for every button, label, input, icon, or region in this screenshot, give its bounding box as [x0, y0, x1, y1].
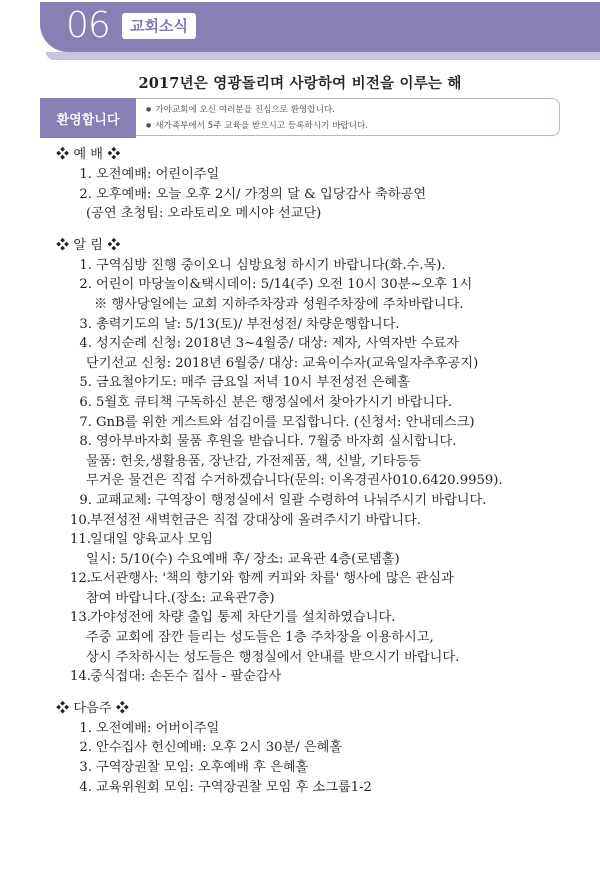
list-item: 7. GnB를 위한 게스트와 섬김이를 모집합니다. (신청서: 안내데스크) — [79, 414, 475, 430]
list-item: 5. 금요철야기도: 매주 금요일 저녁 10시 부전성전 은혜홀 — [79, 375, 410, 391]
list-item: 8. 영아부바자회 물품 후원을 받습니다. 7월중 바자회 실시합니다. — [79, 434, 457, 450]
list-item-continuation: (공연 초청팀: 오라토리오 메시야 선교단) — [86, 206, 322, 222]
welcome-message — [136, 98, 560, 136]
section-header — [40, 2, 600, 62]
list-item-continuation: 무거운 물건은 직접 수거하겠습니다(문의: 이옥경권사010.6420.9959). — [86, 473, 503, 489]
list-item: 13.가야성전에 차량 출입 통제 차단기를 설치하였습니다. — [70, 610, 396, 626]
worship-heading: ❖ 예 배 ❖ — [56, 147, 121, 162]
list-item: 1. 오전예배: 어버이주일 — [79, 720, 220, 736]
welcome-line: ● 새가족부에서 5주 교육을 받으시고 등록하시기 바랍니다. — [146, 118, 559, 134]
list-item-continuation: 주중 교회에 잠깐 들리는 성도들은 1층 주차장을 이용하시고, — [86, 630, 434, 646]
list-item: 2. 어린이 마당놀이&택시데이: 5/14(주) 오전 10시 30분~오후 1시 — [79, 277, 473, 293]
list-item: 2. 안수집사 헌신예배: 오후 2시 30분/ 은혜홀 — [79, 740, 343, 756]
list-item-continuation: 상시 주차하시는 성도들은 행정실에서 안내를 받으시기 바랍니다. — [86, 649, 460, 665]
news-body — [56, 144, 590, 797]
section-title: 교회소식 — [122, 13, 196, 39]
welcome-box — [40, 98, 562, 138]
list-item: 12.도서관행사: '책의 향기와 함께 커피와 차를' 행사에 많은 관심과 — [70, 571, 454, 587]
list-item-continuation: 일시: 5/10(수) 수요예배 후/ 장소: 교육관 4층(로뎀홀) — [86, 551, 400, 567]
list-item: 1. 구역심방 진행 중이오니 심방요청 하시기 바랍니다(화.수.목). — [79, 257, 446, 273]
welcome-line: ● 가야교회에 오신 여러분을 진심으로 환영합니다. — [146, 102, 559, 118]
list-item: 2. 오후예배: 오늘 오후 2시/ 가정의 달 & 입당감사 축하공연 — [79, 186, 427, 202]
list-item: 3. 총력기도의 날: 5/13(토)/ 부전성전/ 차량운행합니다. — [79, 316, 400, 332]
list-item: 11.일대일 양육교사 모임 — [70, 532, 214, 548]
list-item-continuation: 단기선교 신청: 2018년 6월중/ 대상: 교육이수자(교육일자추후공지) — [86, 355, 479, 371]
list-item-note: ※ 행사당일에는 교회 지하주차장과 성원주차장에 주차바랍니다. — [94, 296, 464, 312]
list-item: 4. 성지순례 신청: 2018년 3~4월중/ 대상: 제자, 사역자반 수료자 — [79, 336, 460, 352]
list-item: 4. 교육위원회 모임: 구역장권찰 모임 후 소그룹1-2 — [79, 779, 372, 795]
section-number: 06 — [66, 5, 110, 46]
next-week-heading: ❖ 다음주 ❖ — [56, 700, 129, 716]
list-item: 9. 교패교체: 구역장이 행정실에서 일괄 수령하여 나눠주시기 바랍니다. — [79, 492, 487, 508]
list-item: 14.중식접대: 손돈수 집사 - 팔순감사 — [70, 669, 282, 685]
welcome-label: 환영합니다 — [40, 98, 136, 138]
header-band-shadow — [46, 52, 600, 60]
list-item: 1. 오전예배: 어린이주일 — [79, 167, 220, 182]
list-item-continuation: 참여 바랍니다.(장소: 교육관7층) — [86, 590, 275, 606]
list-item: 6. 5월호 큐티책 구독하신 분은 행정실에서 찾아가시기 바랍니다. — [79, 394, 453, 410]
list-item: 3. 구역장권찰 모임: 오후예배 후 은혜홀 — [79, 760, 309, 776]
notice-heading: ❖ 알 림 ❖ — [56, 237, 121, 253]
page-subtitle: 2017년은 영광돌리며 사랑하여 비전을 이루는 해 — [138, 75, 462, 92]
list-item-continuation: 물품: 헌옷,생활용품, 장난감, 가전제품, 책, 신발, 기타등등 — [86, 453, 422, 469]
list-item: 10.부전성전 새벽헌금은 직접 강대상에 올려주시기 바랍니다. — [70, 512, 421, 528]
